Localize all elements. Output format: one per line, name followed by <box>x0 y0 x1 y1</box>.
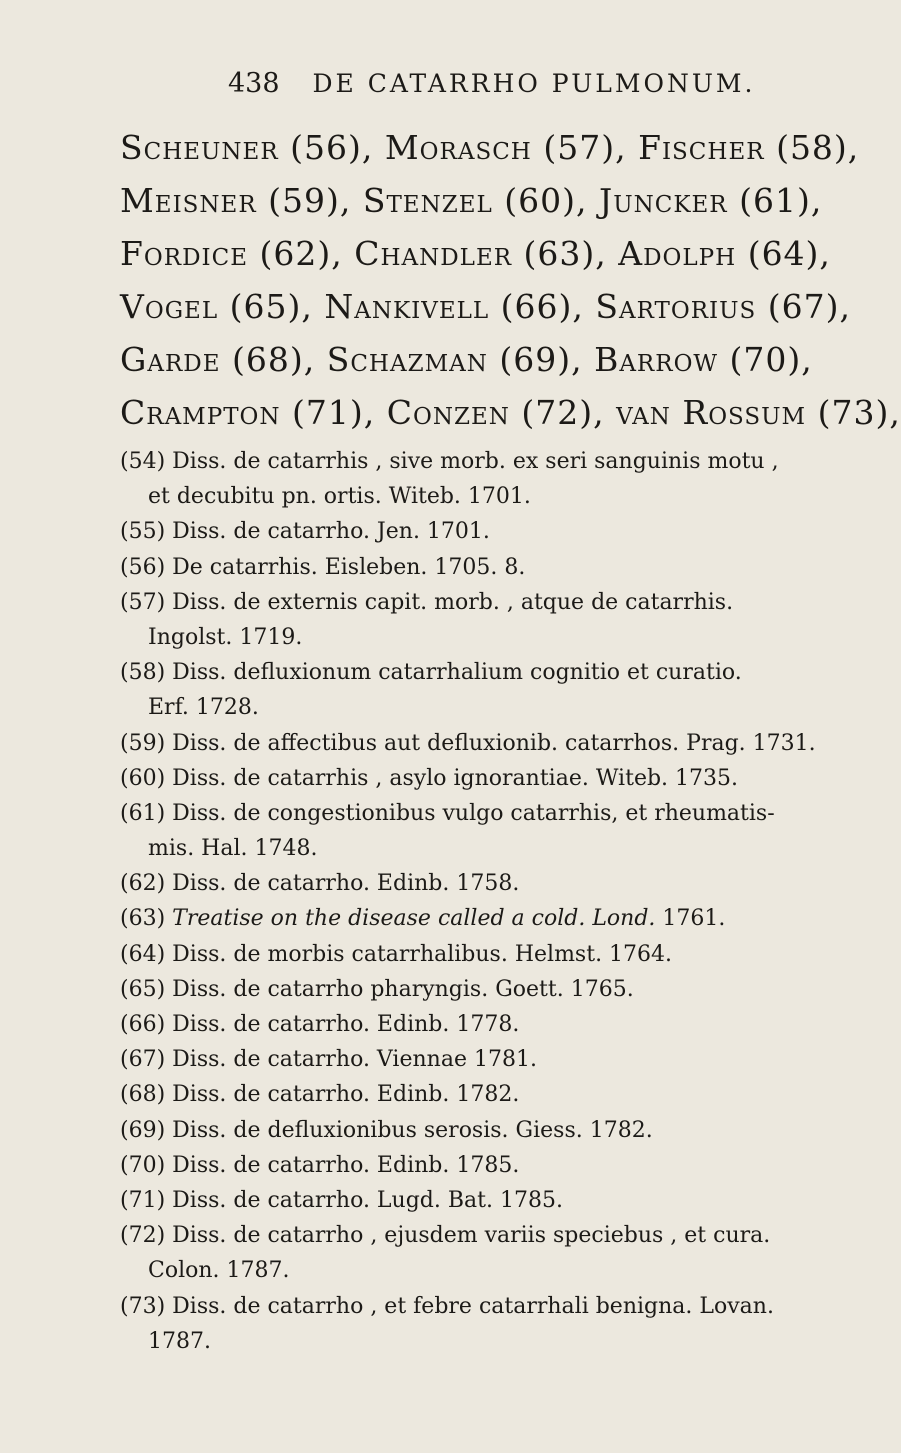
footnote-55: (55) Diss. de catarrho. Jen. 1701. <box>120 519 490 545</box>
footnote-63 <box>120 906 800 941</box>
running-header <box>228 68 755 99</box>
footnote-63-title: Treatise on the disease called a cold. Lond. <box>172 906 656 932</box>
footnote-61: (61) Diss. de congestionibus vulgo catarrhis, et rheumatis- <box>120 800 775 826</box>
names-line: Scheuner (56), Morasch (57), Fischer (58), <box>120 128 860 167</box>
footnote-59: (59) Diss. de affectibus aut defluxionib. catarrhos. Prag. 1731. <box>120 730 816 756</box>
names-line: Garde (68), Schazman (69), Barrow (70), <box>120 340 813 379</box>
footnote-66: (66) Diss. de catarrho. Edinb. 1778. <box>120 1012 520 1037</box>
footnote-72: (72) Diss. de catarrho , ejusdem variis speciebus , et cura. <box>120 1223 771 1249</box>
footnote-57-cont: Ingolst. 1719. <box>148 624 303 650</box>
footnote-63-number: (63) <box>120 906 173 932</box>
footnote-72-cont: Colon. 1787. <box>148 1258 290 1284</box>
footnote-64: (64) Diss. de morbis catarrhalibus. Helmst. 1764. <box>120 941 673 967</box>
footnote-58-cont: Erf. 1728. <box>148 695 259 721</box>
names-line: Meisner (59), Stenzel (60), Juncker (61), <box>120 181 823 220</box>
author-names-paragraph <box>120 128 901 446</box>
running-title: DE CATARRHO PULMONUM. <box>312 69 756 98</box>
names-line: Vogel (65), Nankivell (66), Sartorius (67), <box>120 287 851 326</box>
footnote-69: (69) Diss. de defluxionibus serosis. Giess. 1782. <box>120 1117 653 1143</box>
page-number: 438 <box>228 68 280 99</box>
footnote-60: (60) Diss. de catarrhis , asylo ignorantiae. Witeb. 1735. <box>120 765 739 791</box>
footnote-54-cont: et decubitu pn. ortis. Witeb. 1701. <box>148 484 531 510</box>
footnote-68: (68) Diss. de catarrho. Edinb. 1782. <box>120 1082 520 1108</box>
footnote-63-year: 1761. <box>655 906 726 932</box>
footnote-57: (57) Diss. de externis capit. morb. , atque de catarrhis. <box>120 589 734 615</box>
footnote-62: (62) Diss. de catarrho. Edinb. 1758. <box>120 871 520 897</box>
names-line: Fordice (62), Chandler (63), Adolph (64), <box>120 234 831 273</box>
footnote-58: (58) Diss. defluxionum catarrhalium cognitio et curatio. <box>120 660 742 686</box>
footnote-70: (70) Diss. de catarrho. Edinb. 1785. <box>120 1152 520 1178</box>
footnote-73-cont: 1787. <box>148 1328 211 1354</box>
footnote-65: (65) Diss. de catarrho pharyngis. Goett. 1765. <box>120 976 634 1002</box>
footnote-54: (54) Diss. de catarrhis , sive morb. ex seri sanguinis motu , <box>120 449 779 474</box>
footnote-73: (73) Diss. de catarrho , et febre catarrhali benigna. Lovan. <box>120 1293 774 1319</box>
names-line: Crampton (71), Conzen (72), van Rossum (73), <box>120 393 901 432</box>
footnote-56: (56) De catarrhis. Eisleben. 1705. 8. <box>120 554 526 580</box>
footnote-61-cont: mis. Hal. 1748. <box>148 836 318 862</box>
footnotes <box>120 449 816 1364</box>
footnote-67: (67) Diss. de catarrho. Viennae 1781. <box>120 1047 537 1073</box>
footnote-71: (71) Diss. de catarrho. Lugd. Bat. 1785. <box>120 1187 563 1213</box>
